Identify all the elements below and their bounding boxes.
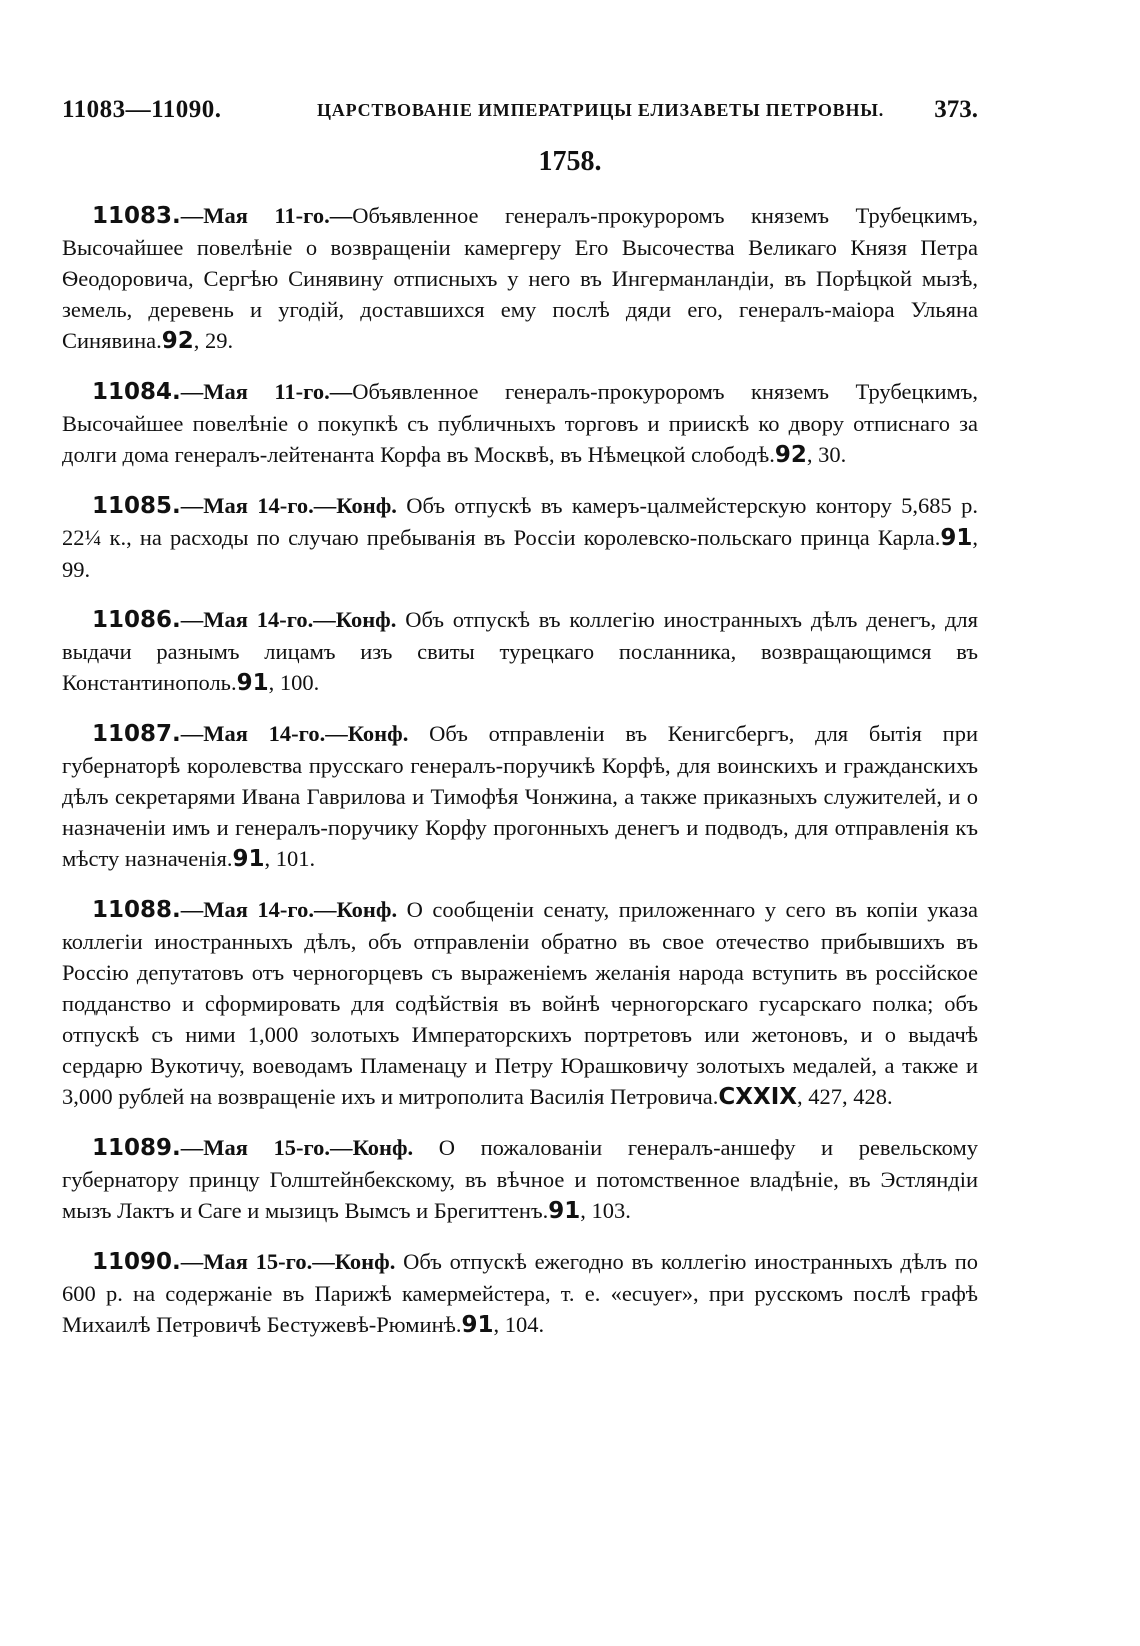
entry-pages: , 427, 428. [797, 1084, 893, 1109]
entry-volume: 92 [161, 328, 194, 354]
entry-volume: 91 [940, 525, 973, 551]
entry-date: —Мая 15-го.— [180, 1249, 335, 1274]
entry-volume: 92 [774, 442, 807, 468]
entry-number: 11088. [92, 897, 181, 923]
entry-text: Объ отпускѣ ежегодно въ коллегію иностранныхъ дѣлъ по 600 р. на содержаніе въ Парижѣ камермейстера, т. е. «ecuyer», при русскомъ послѣ графѣ Михаилѣ Петровичѣ Бестужевѣ-Рюминѣ. [62, 1249, 979, 1337]
entry [62, 1246, 978, 1341]
entry-range: 11083—11090. [62, 96, 222, 123]
entry-text: Объявленное генералъ-прокуроромъ княземъ Трубецкимъ, Высочайшее повелѣніе о покупкѣ съ публичныхъ торговъ и приискѣ ко двору отписнаго за долги дома генералъ-лейтенанта Корфа въ Москвѣ, въ Нѣмецкой слободѣ. [62, 379, 978, 467]
entry-volume: 91 [236, 670, 269, 696]
running-title: ЦАРСТВОВАНІЕ ИМПЕРАТРИЦЫ ЕЛИЗАВЕТЫ ПЕТРОВНЫ. [317, 100, 885, 120]
entry-volume: CXXIX [718, 1084, 798, 1110]
entry-pages: , 101. [264, 846, 316, 871]
entry [62, 894, 978, 1113]
entry-pages: , 30. [806, 442, 847, 467]
entry-text: О сообщеніи сенату, приложеннаго у сего въ копіи указа коллегіи иностранныхъ дѣлъ, объ отправленіи обратно въ свое отечество прибывшихъ въ Россію депутатовъ отъ черногорцевъ съ выраженіемъ желанія народа вступить въ россійское подданство и сформировать для содѣйствія въ войнѣ черногорскаго гусарскаго полка; объ отпускѣ съ ними 1,000 золотыхъ Императорскихъ портретовъ или жетоновъ, и о выдачѣ сердарю Вукотичу, воеводамъ Пламенацу и Петру Юрашковичу золотыхъ медалей, а также и 3,000 рублей на возвращеніе ихъ и митрополита Василія Петровича. [62, 897, 979, 1109]
entry-source: Конф. [335, 607, 397, 632]
entry-date: —Мая 14-го.— [180, 721, 348, 746]
entry-date: —Мая 14-го.— [180, 493, 337, 518]
entry-number: 11083. [92, 203, 181, 229]
entry-date: —Мая 11-го.— [180, 203, 353, 228]
entry [62, 376, 978, 471]
entry-number: 11086. [92, 607, 181, 633]
entry-number: 11085. [92, 493, 181, 519]
entry-text: Объ отправленіи въ Кенигсбергъ, для бытія при губернаторѣ королевства прусскаго генералъ-поручикѣ Корфѣ, для воинскихъ и гражданскихъ дѣлъ секретарями Ивана Гаврилова и Тимофѣя Чонжина, а также приказныхъ служителей, и о назначеніи имъ и генералъ-поручику Корфу прогонныхъ денегъ и подводъ, для отправленія къ мѣсту назначенія. [62, 721, 978, 871]
entry [62, 604, 978, 699]
entry-date: —Мая 15-го.— [180, 1135, 353, 1160]
entry-source: Конф. [352, 1135, 414, 1160]
running-header [62, 96, 978, 132]
entry-number: 11090. [92, 1249, 181, 1275]
entry-source: Конф. [334, 1249, 396, 1274]
entry-source: Конф. [336, 493, 397, 518]
entry-number: 11084. [92, 379, 181, 405]
entry-volume: 91 [461, 1312, 494, 1338]
entry-number: 11087. [92, 721, 181, 747]
entry-volume: 91 [548, 1198, 581, 1224]
entry-pages: , 29. [193, 328, 234, 353]
entry-date: —Мая 14-го.— [180, 897, 337, 922]
entry-source: Конф. [336, 897, 398, 922]
entry-pages: , 99. [62, 525, 978, 582]
entry-pages: , 103. [580, 1198, 631, 1223]
entry-source: Конф. [347, 721, 409, 746]
entry [62, 490, 978, 585]
entry [62, 718, 978, 875]
entry-text: Объ отпускѣ въ коллегію иностранныхъ дѣлъ денегъ, для выдачи разнымъ лицамъ изъ свиты турецкаго посланника, возвращающимся въ Константинополь. [62, 607, 978, 695]
entry-text: О пожалованіи генералъ-аншефу и ревельскому губернатору принцу Голштейнбекскому, въ вѣчное и потомственное владѣніе, въ Эстляндіи мызъ Лактъ и Саге и мызицъ Вымсъ и Брегиттенъ. [62, 1135, 978, 1223]
entry [62, 1132, 978, 1227]
entry-volume: 91 [232, 846, 265, 872]
page-number: 373. [934, 96, 978, 123]
entry-number: 11089. [92, 1135, 181, 1161]
entry-date: —Мая 11-го.— [180, 379, 353, 404]
entry-text: Объ отпускѣ въ камеръ-цалмейстерскую контору 5,685 р. 22¼ к., на расходы по случаю пребыванія въ Россіи королевско-польскаго принца Карла. [62, 493, 978, 550]
entry-text: Объявленное генералъ-прокуроромъ княземъ Трубецкимъ, Высочайшее повелѣніе о возвращеніи камергеру Его Высочества Великаго Князя Петра Ѳеодоровича, Сергѣю Синявину отписныхъ у него въ Ингерманландіи, въ Порѣцкой мызѣ, земель, деревень и угодій, доставшихся ему послѣ дяди его, генералъ-маіора Ульяна Синявина. [62, 203, 978, 353]
entry-date: —Мая 14-го.— [180, 607, 336, 632]
year-heading: 1758. [538, 146, 602, 177]
entry [62, 200, 978, 357]
entry-pages: , 100. [268, 670, 320, 695]
entries-list [62, 200, 978, 1360]
entry-pages: , 104. [493, 1312, 545, 1337]
